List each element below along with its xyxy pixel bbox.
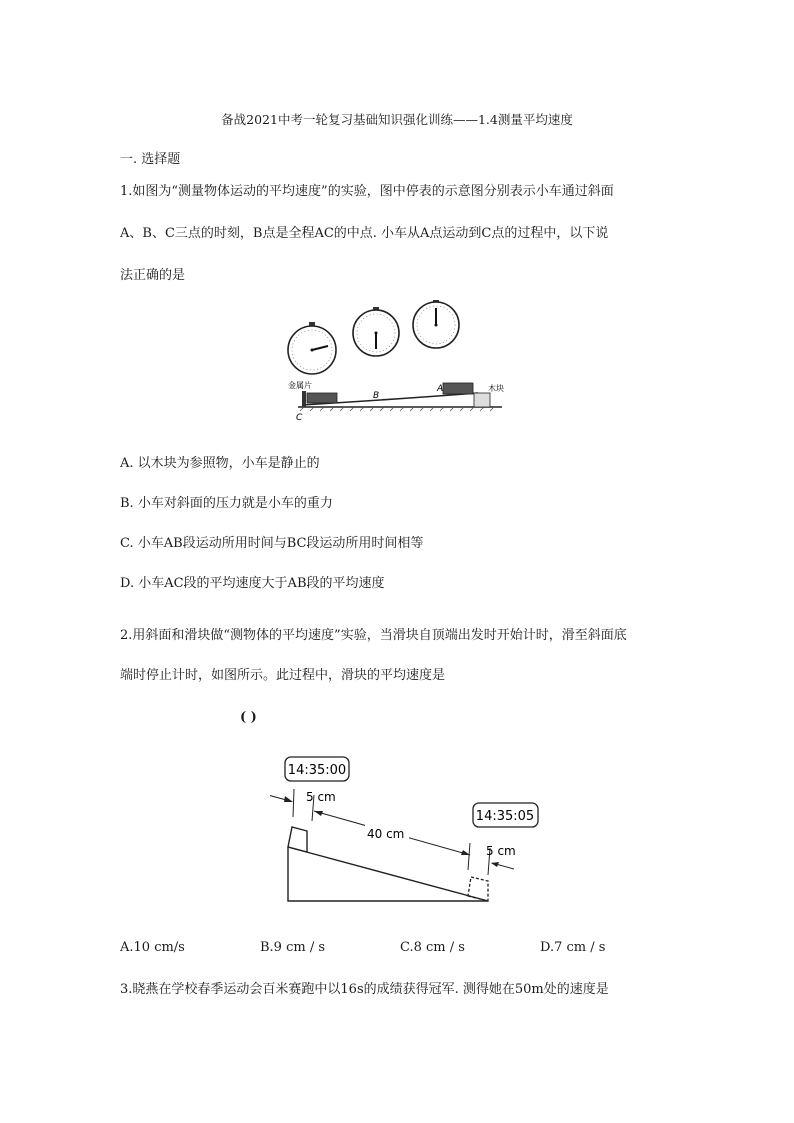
block-label: 木块 [488,384,504,393]
block-length-bottom: 5 cm [486,844,516,858]
q2-option-a: A.10 cm/s [120,940,185,955]
point-b-label: B [373,391,380,401]
stopwatch-icon [353,307,399,356]
q1-option-c: C. 小车AB段运动所用时间与BC段运动所用时间相等 [120,536,424,551]
section-heading: 一. 选择题 [120,152,181,167]
q1-option-a: A. 以木块为参照物，小车是静止的 [120,456,320,471]
q1-line2: A、B、C三点的时刻，B点是全程AC的中点. 小车从A点运动到C点的过程中，以下说 [120,226,609,241]
q2-line2: 端时停止计时，如图所示。此过程中，滑块的平均速度是 [120,668,446,683]
start-time-display: 14:35:00 [287,763,347,778]
q1-line1: 1.如图为“测量物体运动的平均速度”的实验，图中停表的示意图分别表示小车通过斜面 [120,184,614,199]
q1-option-b: B. 小车对斜面的压力就是小车的重力 [120,496,333,511]
stopwatch-icon [288,322,336,374]
q1-line3: 法正确的是 [120,268,186,283]
end-time-display: 14:35:05 [475,809,535,824]
q1-option-d: D. 小车AC段的平均速度大于AB段的平均速度 [120,576,385,591]
stopwatch-icon [413,300,459,348]
q3-line1: 3.晓燕在学校春季运动会百米赛跑中以16s的成绩获得冠军. 测得她在50m处的速度是 [120,982,609,997]
q2-option-d: D.7 cm / s [540,940,606,955]
q2-option-c: C.8 cm / s [400,940,465,955]
metal-plate-label: 金属片 [288,381,312,390]
cart-icon [307,393,337,403]
page-title: 备战2021中考一轮复习基础知识强化训练——1.4测量平均速度 [221,112,573,127]
q2-option-b: B.9 cm / s [260,940,326,955]
q2-line1: 2.用斜面和滑块做“测物体的平均速度”实验，当滑块自顶端出发时开始计时，滑至斜面底 [120,628,627,643]
distance-length: 40 cm [367,827,405,841]
q1-ramp-stopwatch-figure [280,295,520,435]
cart-icon [443,383,473,394]
point-a-label: A [437,384,444,394]
point-c-label: C [296,413,303,423]
q2-answer-blank: ( ) [240,710,257,725]
block-length-top: 5 cm [306,790,336,804]
q2-slope-figure [270,755,560,915]
